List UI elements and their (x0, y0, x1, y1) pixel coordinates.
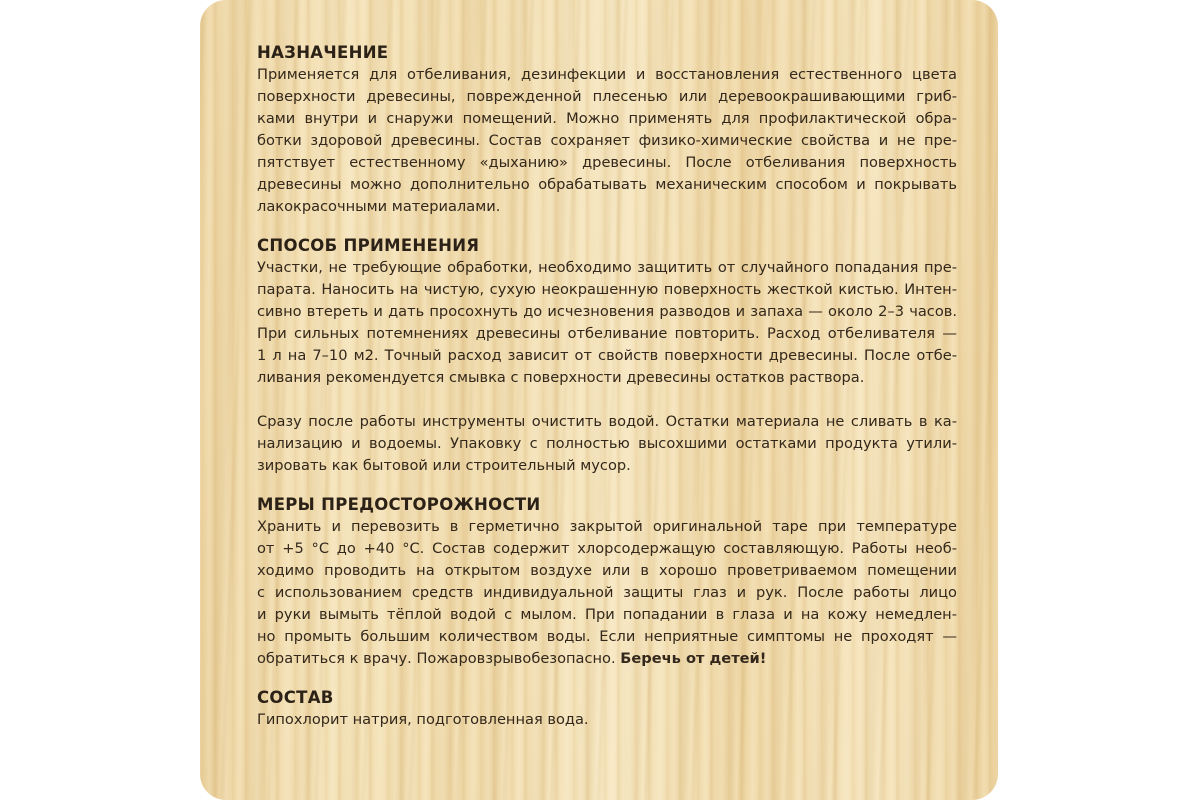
wood-texture-panel (200, 0, 998, 800)
text-line: древесины можно дополнительно обрабатывать механическим способом и покрывать (257, 176, 957, 193)
text-line: 1 л на 7–10 м2. Точный расход зависит от свойств поверхности древесины. После отбе- (257, 347, 957, 364)
heading-purpose: НАЗНАЧЕНИЕ (257, 43, 389, 62)
text-line: Участки, не требующие обработки, необходимо защитить от случайного попадания пре- (257, 259, 957, 276)
composition-text: Гипохлорит натрия, подготовленная вода. (257, 711, 589, 728)
text-line: ками внутри и снаружи помещений. Можно применять для профилактической обра- (257, 110, 957, 127)
text-line: парата. Наносить на чистую, сухую неокрашенную поверхность жесткой кистью. Интен- (257, 281, 957, 298)
text-line: зировать как бытовой или строительный мусор. (257, 457, 631, 474)
keep-from-children-warning: Беречь от детей! (620, 650, 767, 667)
section-precautions (257, 494, 957, 670)
text-line: лакокрасочными материалами. (257, 198, 501, 215)
text-line: пятствует естественному «дыханию» древесины. После отбеливания поверхность (257, 154, 957, 171)
section-composition (257, 687, 957, 731)
text-line: ботки здоровой древесины. Состав сохраняет физико-химические свойства и не пре- (257, 132, 957, 149)
precautions-last-text: обратиться к врачу. Пожаровзрывобезопасно. (257, 650, 621, 667)
text-line: поверхности древесины, поврежденной плесенью или деревоокрашивающими гриб- (257, 88, 957, 105)
heading-composition: СОСТАВ (257, 688, 334, 707)
application-paragraph (257, 257, 957, 389)
text-line: нализацию и водоемы. Упаковку с полностью высохшими остатками продукта утили- (257, 435, 957, 452)
text-line: сивно втереть и дать просохнуть до исчезновения разводов и запаха — около 2–3 часов. (257, 303, 957, 320)
text-line: Применяется для отбеливания, дезинфекции и восстановления естественного цвета (257, 66, 957, 83)
precautions-paragraph (257, 516, 957, 670)
heading-application: СПОСОБ ПРИМЕНЕНИЯ (257, 236, 480, 255)
text-line: Хранить и перевозить в герметично закрытой оригинальной таре при температуре (257, 518, 957, 535)
section-application (257, 235, 957, 477)
text-line: При сильных потемнениях древесины отбеливание повторить. Расход отбеливателя — (257, 325, 957, 342)
text-line: но промыть большим количеством воды. Если неприятные симптомы не проходят — (257, 628, 957, 645)
text-line: ливания рекомендуется смывка с поверхности древесины остатков раствора. (257, 369, 865, 386)
purpose-paragraph (257, 64, 957, 218)
text-line: от +5 °С до +40 °С. Состав содержит хлорсодержащую составляющую. Работы необ- (257, 540, 957, 557)
text-line: Сразу после работы инструменты очистить водой. Остатки материала не сливать в ка- (257, 413, 957, 430)
section-purpose (257, 42, 957, 218)
cleanup-paragraph (257, 411, 957, 477)
text-line: и руки вымыть тёплой водой с мылом. При попадании в глаза и на кожу немедлен- (257, 606, 957, 623)
heading-precautions: МЕРЫ ПРЕДОСТОРОЖНОСТИ (257, 495, 541, 514)
instructions-text (257, 42, 957, 748)
text-line: ходимо проводить на открытом воздухе или в хорошо проветриваемом помещении (257, 562, 957, 579)
text-line: с использованием средств индивидуальной защиты глаз и рук. После работы лицо (257, 584, 957, 601)
text-line (257, 648, 957, 670)
